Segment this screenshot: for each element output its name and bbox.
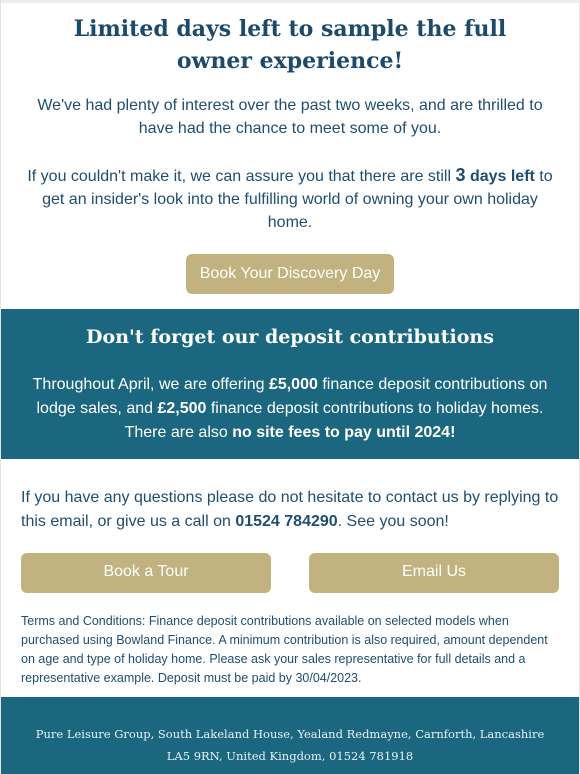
deposit-paragraph bbox=[17, 373, 563, 445]
deposit-text-middle: finance deposit contributions on lodge sales, and bbox=[36, 376, 548, 417]
terms-and-conditions: Terms and Conditions: Finance deposit contributions available on selected models when purchased using Bowland Finance. A minimum contribution is also required, amount dependent on age and type of holiday home. Please ask your sales representative for full details and a representative example. Deposit must be paid by 30/04/2023. bbox=[21, 614, 548, 685]
book-tour-button[interactable]: Book a Tour bbox=[21, 553, 271, 593]
no-site-fees: no site fees to pay until 2024! bbox=[232, 424, 456, 441]
deposit-text-end: finance deposit contributions to holiday homes. There are also bbox=[124, 400, 544, 441]
days-left-text-end: to get an insider's look into the fulfilling world of owning your own holiday home. bbox=[42, 168, 553, 231]
deposit-text-start: Throughout April, we are offering bbox=[32, 376, 269, 393]
contact-text-start: If you have any questions please do not hesitate to contact us by replying to this email, or give us a call on bbox=[21, 489, 559, 530]
intro-paragraph: We've had plenty of interest over the past two weeks, and are thrilled to have had the chance to meet some of you. bbox=[37, 97, 543, 137]
contact-text-end: . See you soon! bbox=[337, 513, 449, 530]
days-count: 3 bbox=[455, 165, 466, 185]
days-left-text-start: If you couldn't make it, we can assure you that there are still bbox=[27, 168, 456, 185]
hero-section bbox=[1, 0, 579, 309]
days-left-label: days left bbox=[465, 168, 535, 185]
holiday-home-amount: £2,500 bbox=[157, 400, 207, 417]
hero-title: Limited days left to sample the full owner experience! bbox=[73, 16, 507, 74]
days-left-paragraph bbox=[19, 164, 561, 234]
contact-phone[interactable]: 01524 784290 bbox=[235, 513, 338, 530]
lodge-amount: £5,000 bbox=[268, 376, 318, 393]
contact-paragraph bbox=[21, 486, 561, 534]
book-discovery-day-button[interactable]: Book Your Discovery Day bbox=[186, 254, 394, 294]
deposit-section bbox=[1, 309, 579, 459]
footer-address: Pure Leisure Group, South Lakeland House, Yealand Redmayne, Carnforth, Lancashire LA5 9RN, United Kingdom, 01524 781918 bbox=[35, 727, 545, 763]
deposit-title: Don't forget our deposit contributions bbox=[86, 326, 494, 348]
footer bbox=[1, 697, 579, 774]
email-us-button[interactable]: Email Us bbox=[309, 553, 559, 593]
